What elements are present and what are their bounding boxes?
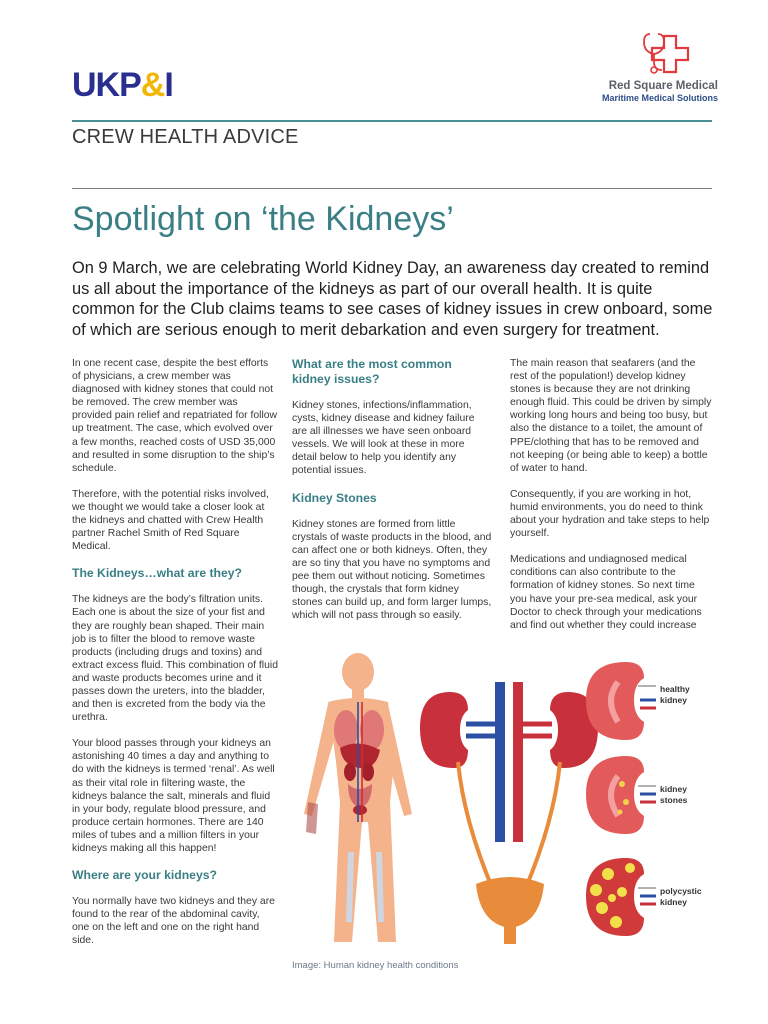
paragraph: Your blood passes through your kidneys an astonishing 40 times a day and anything to do with the kidneys is termed ‘renal’. As well as their vital role in filtering waste, the kidneys balance the salt, minerals and fluid in your body, regulate blood pressure, and produce certain hormones. There are 140 miles of tubes and a million filters in your kidneys making all this happen! [72,738,275,854]
medical-cross-stethoscope-icon [640,30,700,80]
header-rule [72,120,712,122]
paragraph: Therefore, with the potential risks involved, we thought we would take a closer look at the kidneys and chatted with Crew Health partner Rachel Smith of Red Square Medical. [72,488,269,553]
healthy-kidney-label-2: kidney [660,695,687,705]
column-2 [292,357,492,635]
urinary-system-diagram [420,682,598,944]
section-rule [72,188,712,189]
subheading: Kidney Stones [292,490,377,505]
healthy-kidney-cross-section [586,662,690,740]
paragraph: Medications and undiagnosed medical conditions can also contribute to the formation of kidney stones. So next time you have your pre-sea medical, ask your Doctor to check through your medications and find out whether they could increase [510,554,702,631]
paragraph: The main reason that seafarers (and the rest of the population!) develop kidney stones is because they are not drinking enough fluid. This could be driven by simply working long hours and being too busy, but also the distance to a toilet, the amount of PPE/clothing that has to be removed and not keeping (or being able to keep) a bottle of water to hand. [510,358,712,474]
subheading: The Kidneys…what are they? [72,566,242,581]
ukpi-logo: UKP&I [72,66,173,104]
paragraph: Kidney stones are formed from little crystals of waste products in the blood, and can affect one or both kidneys. Often, they are so tiny that you have no symptoms and pee them out without noticing. Sometimes though, the crystals that form kidney stones can build up, and form larger lumps, which will not pass through so easily. [292,518,492,622]
kidney-illustration [290,652,710,952]
page-title: Spotlight on ‘the Kidneys’ [72,200,454,238]
figure-caption: Image: Human kidney health conditions [292,960,459,971]
rsm-name: Red Square Medical [608,80,718,92]
polycystic-kidney-cross-section [586,858,702,936]
paragraph: The kidneys are the body’s filtration units. Each one is about the size of your fist and they are roughly bean shaped. Their main job is to filter the blood to remove waste products (including drugs and toxins) and extract excess fluid. This combination of fluid and waste products becomes urine and it passes down the ureters, into the bladder, and then is excreted from the body via the urethra. [72,594,278,724]
human-body-figure [304,653,412,942]
paragraph: You normally have two kidneys and they are found to the rear of the abdominal cavity, one on the left and one on the right hand side. [72,896,275,947]
section-label: CREW HEALTH ADVICE [72,126,299,148]
paragraph: Consequently, if you are working in hot, humid environments, you do need to think about your hydration and take steps to help yourself. [510,488,710,540]
paragraph: In one recent case, despite the best efforts of physicians, a crew member was diagnosed with kidney stones that could not be removed. The crew member was provided pain relief and repatriated for follow up treatment. The case, which evolved over a few months, reached costs of USD 35,000 and resulted in some disruption to the ship’s schedule. [72,358,278,474]
kidney-stones-cross-section [586,756,688,834]
subheading: Where are your kidneys? [72,868,217,883]
column-1 [72,357,278,960]
polycystic-kidney-label-1: polycystic [660,886,702,896]
kidney-stones-label-1: kidney [660,784,687,794]
paragraph: Kidney stones, infections/inflammation, cysts, kidney disease and kidney failure are all illnesses we have seen onboard vessels. We will look at these in more detail below to help you identify any potential issues. [292,400,475,477]
red-square-medical-logo [586,30,718,104]
kidney-stones-label-2: stones [660,795,688,805]
polycystic-kidney-label-2: kidney [660,897,687,907]
healthy-kidney-label-1: healthy [660,684,690,694]
rsm-tagline: Maritime Medical Solutions [601,93,718,103]
intro-paragraph: On 9 March, we are celebrating World Kidney Day, an awareness day created to remind us all about the importance of the kidneys as part of our overall health. It is quite common for the Club claims teams to see cases of kidney issues in crew onboard, some of which are serious enough to merit debarkation and even surgery for treatment. [72,259,713,339]
column-3 [510,357,714,645]
subheading: What are the most common kidney issues? [292,357,452,386]
